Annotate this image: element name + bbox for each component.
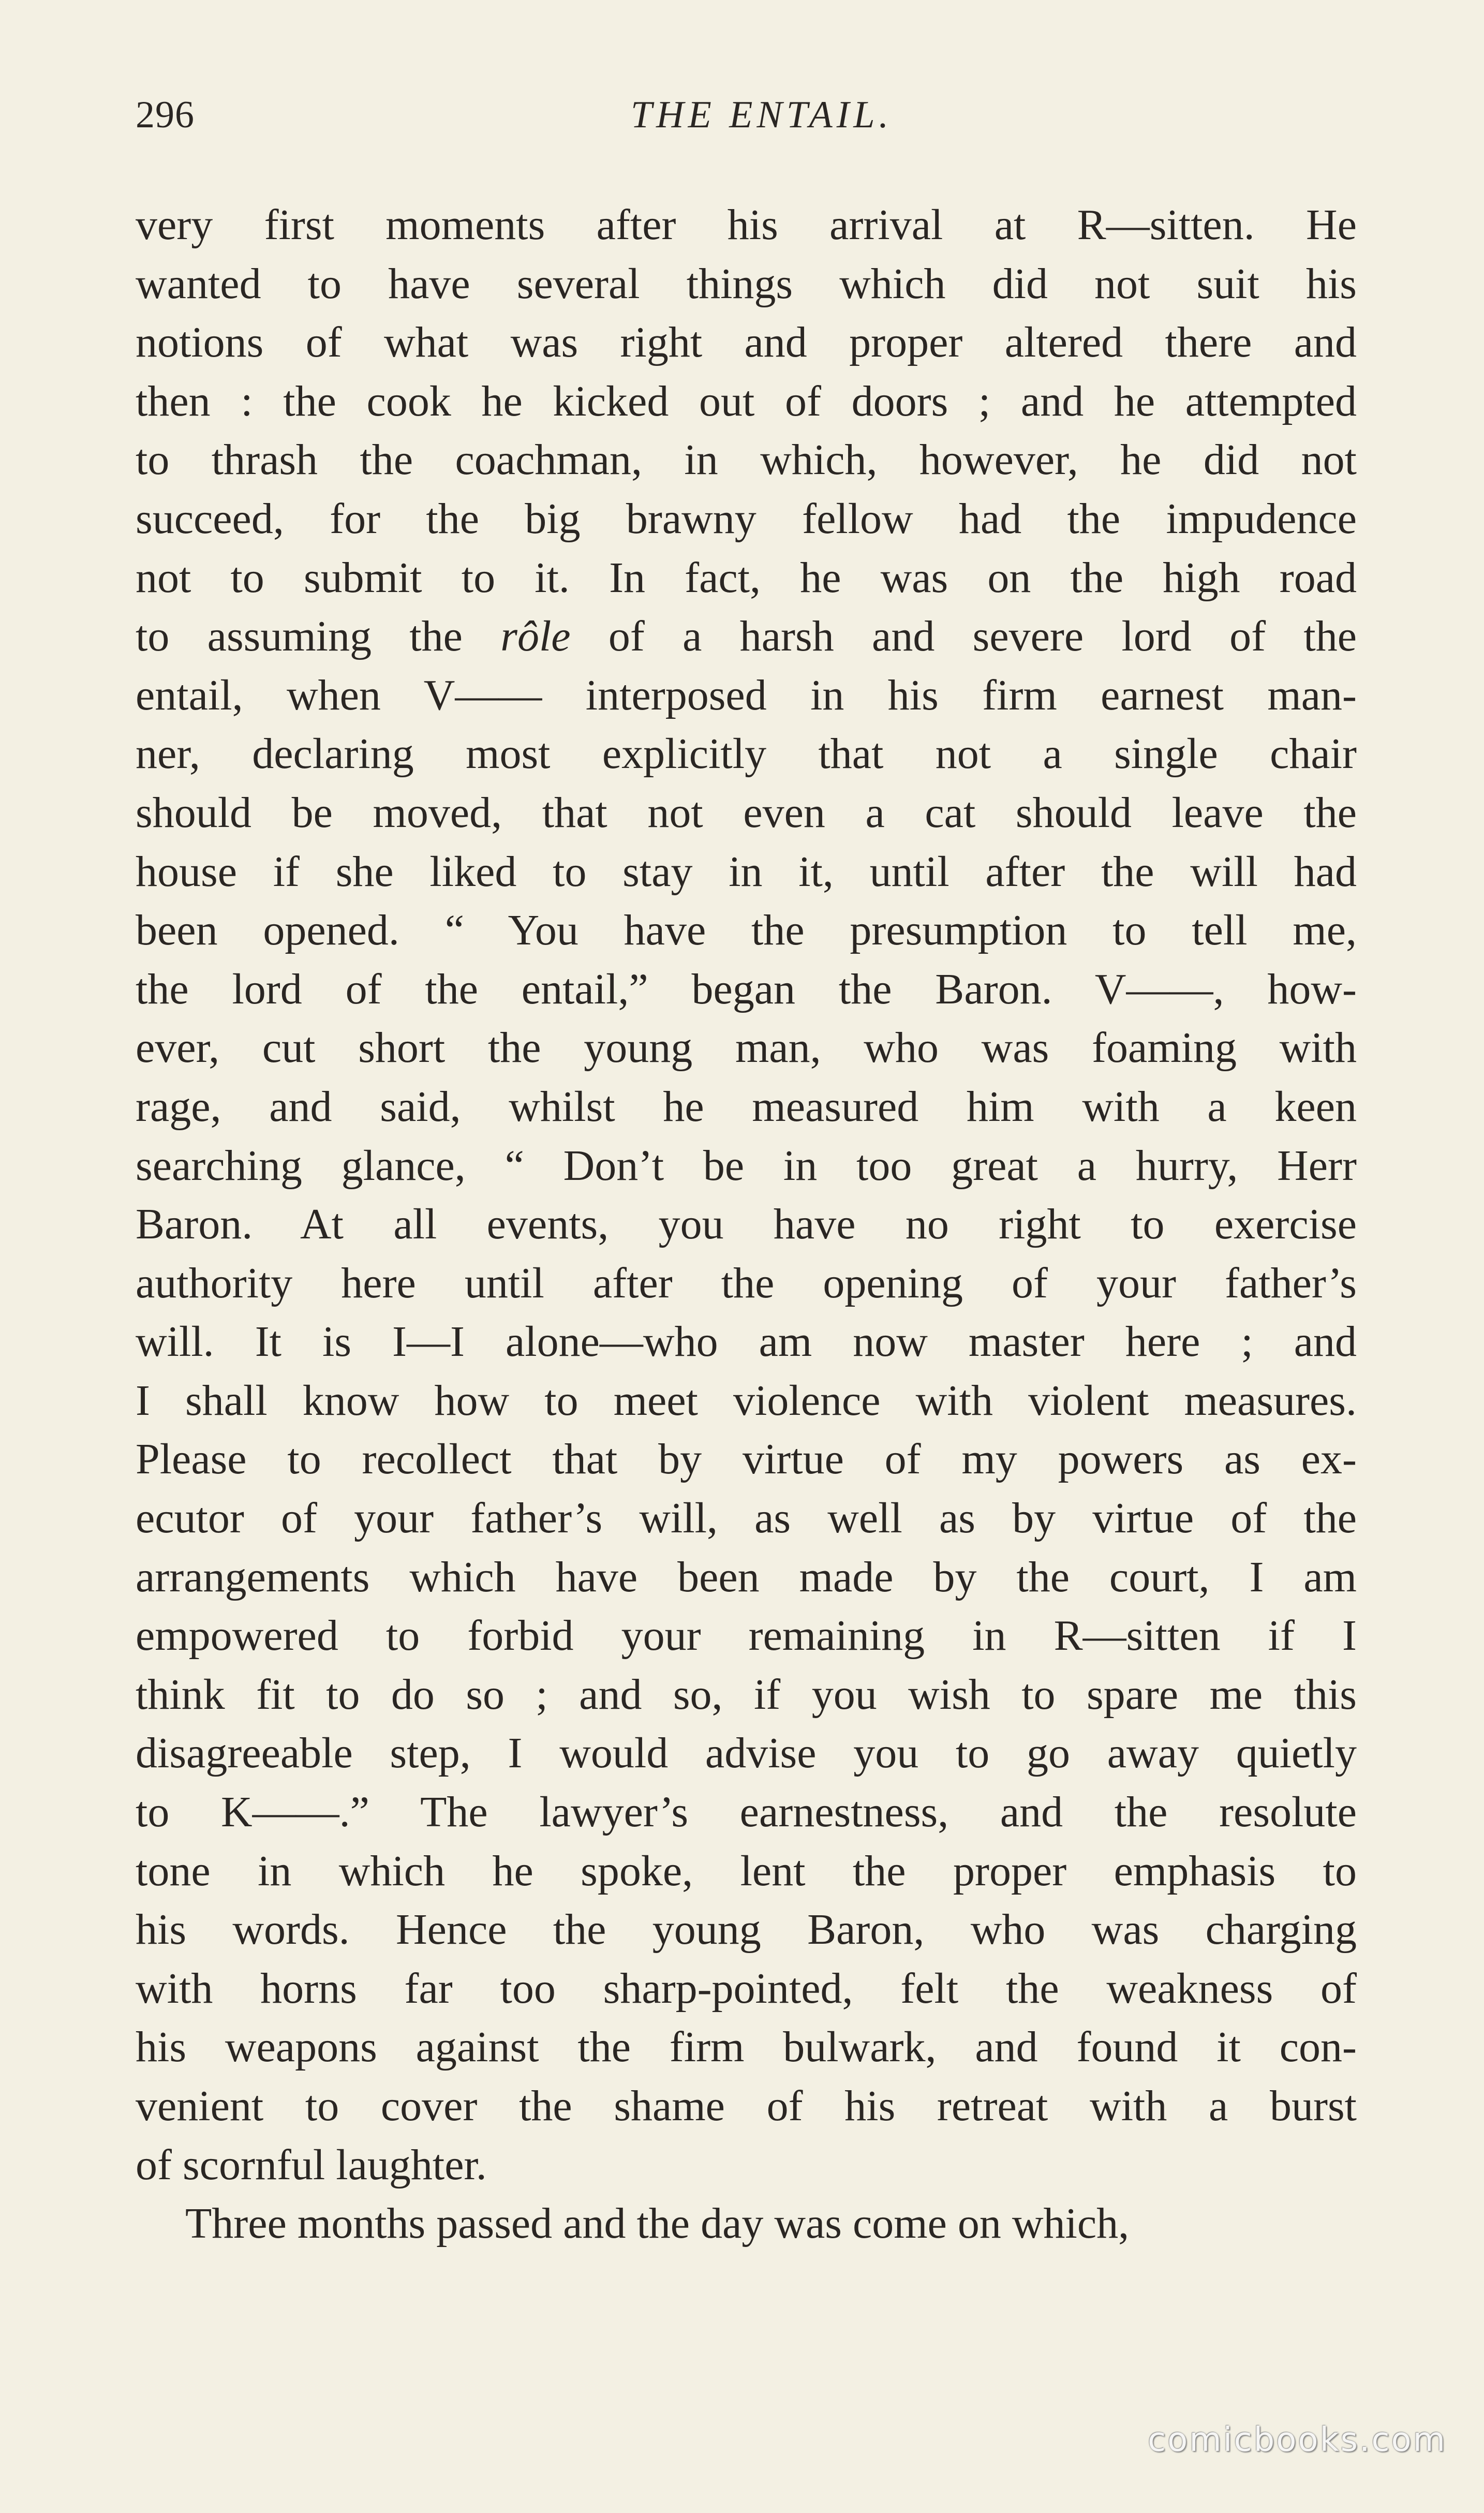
text-line: to assuming the rôle of a harsh and severe lord of the <box>136 612 1357 661</box>
text-line: to K——.” The lawyer’s earnestness, and the resolute <box>136 1788 1357 1837</box>
text-line: very first moments after his arrival at R—sitten. He <box>136 201 1357 249</box>
body-text <box>136 196 1357 2253</box>
paragraph-last-line: of scornful laughter. <box>136 2140 487 2189</box>
text-line: I shall know how to meet violence with violent measures. <box>136 1376 1357 1425</box>
text-line: should be moved, that not even a cat should leave the <box>136 788 1357 837</box>
italic-word: rôle <box>500 612 571 661</box>
text-line: his words. Hence the young Baron, who was charging <box>136 1905 1357 1954</box>
text-line: house if she liked to stay in it, until after the will had <box>136 847 1357 896</box>
text-line: rage, and said, whilst he measured him with a keen <box>136 1082 1357 1131</box>
text-line: arrangements which have been made by the court, I am <box>136 1553 1357 1601</box>
text-line: entail, when V—— interposed in his firm earnest man- <box>136 671 1357 719</box>
text-line: notions of what was right and proper altered there and <box>136 318 1357 367</box>
text-line: wanted to have several things which did not suit his <box>136 259 1357 308</box>
text-line: his weapons against the firm bulwark, and found it con- <box>136 2023 1357 2072</box>
text-line: searching glance, “ Don’t be in too great a hurry, Herr <box>136 1141 1357 1190</box>
text-line: disagreeable step, I would advise you to go away quietly <box>136 1729 1357 1778</box>
text-line: been opened. “ You have the presumption to tell me, <box>136 906 1357 955</box>
text-line: Please to recollect that by virtue of my powers as ex- <box>136 1435 1357 1484</box>
text-line: ever, cut short the young man, who was foaming with <box>136 1024 1357 1072</box>
text-line: not to submit to it. In fact, he was on the high road <box>136 553 1357 602</box>
text-line: empowered to forbid your remaining in R—sitten if I <box>136 1612 1357 1660</box>
text-line: ecutor of your father’s will, as well as by virtue of the <box>136 1494 1357 1543</box>
text-line: tone in which he spoke, lent the proper emphasis to <box>136 1846 1357 1895</box>
page-number: 296 <box>136 94 195 136</box>
text-line: think fit to do so ; and so, if you wish to spare me this <box>136 1670 1357 1719</box>
text-line: venient to cover the shame of his retreat with a burst <box>136 2082 1357 2130</box>
text-line: to thrash the coachman, in which, however, he did not <box>136 436 1357 484</box>
text-line: succeed, for the big brawny fellow had the impudence <box>136 494 1357 543</box>
site-watermark: comicbooks.com <box>1147 2421 1447 2459</box>
running-title: THE ENTAIL. <box>630 94 893 136</box>
paragraph-first-line: Three months passed and the day was come on which, <box>185 2199 1130 2248</box>
page-header <box>136 93 1357 155</box>
text-line: ner, declaring most explicitly that not a single chair <box>136 730 1357 778</box>
text-line: will. It is I—I alone—who am now master here ; and <box>136 1318 1357 1366</box>
text-line: with horns far too sharp-pointed, felt the weakness of <box>136 1964 1357 2013</box>
text-line: authority here until after the opening of your father’s <box>136 1259 1357 1307</box>
text-line: the lord of the entail,” began the Baron. V——, how- <box>136 965 1357 1013</box>
text-line: Baron. At all events, you have no right to exercise <box>136 1200 1357 1249</box>
text-line: then : the cook he kicked out of doors ; and he attempted <box>136 377 1357 425</box>
